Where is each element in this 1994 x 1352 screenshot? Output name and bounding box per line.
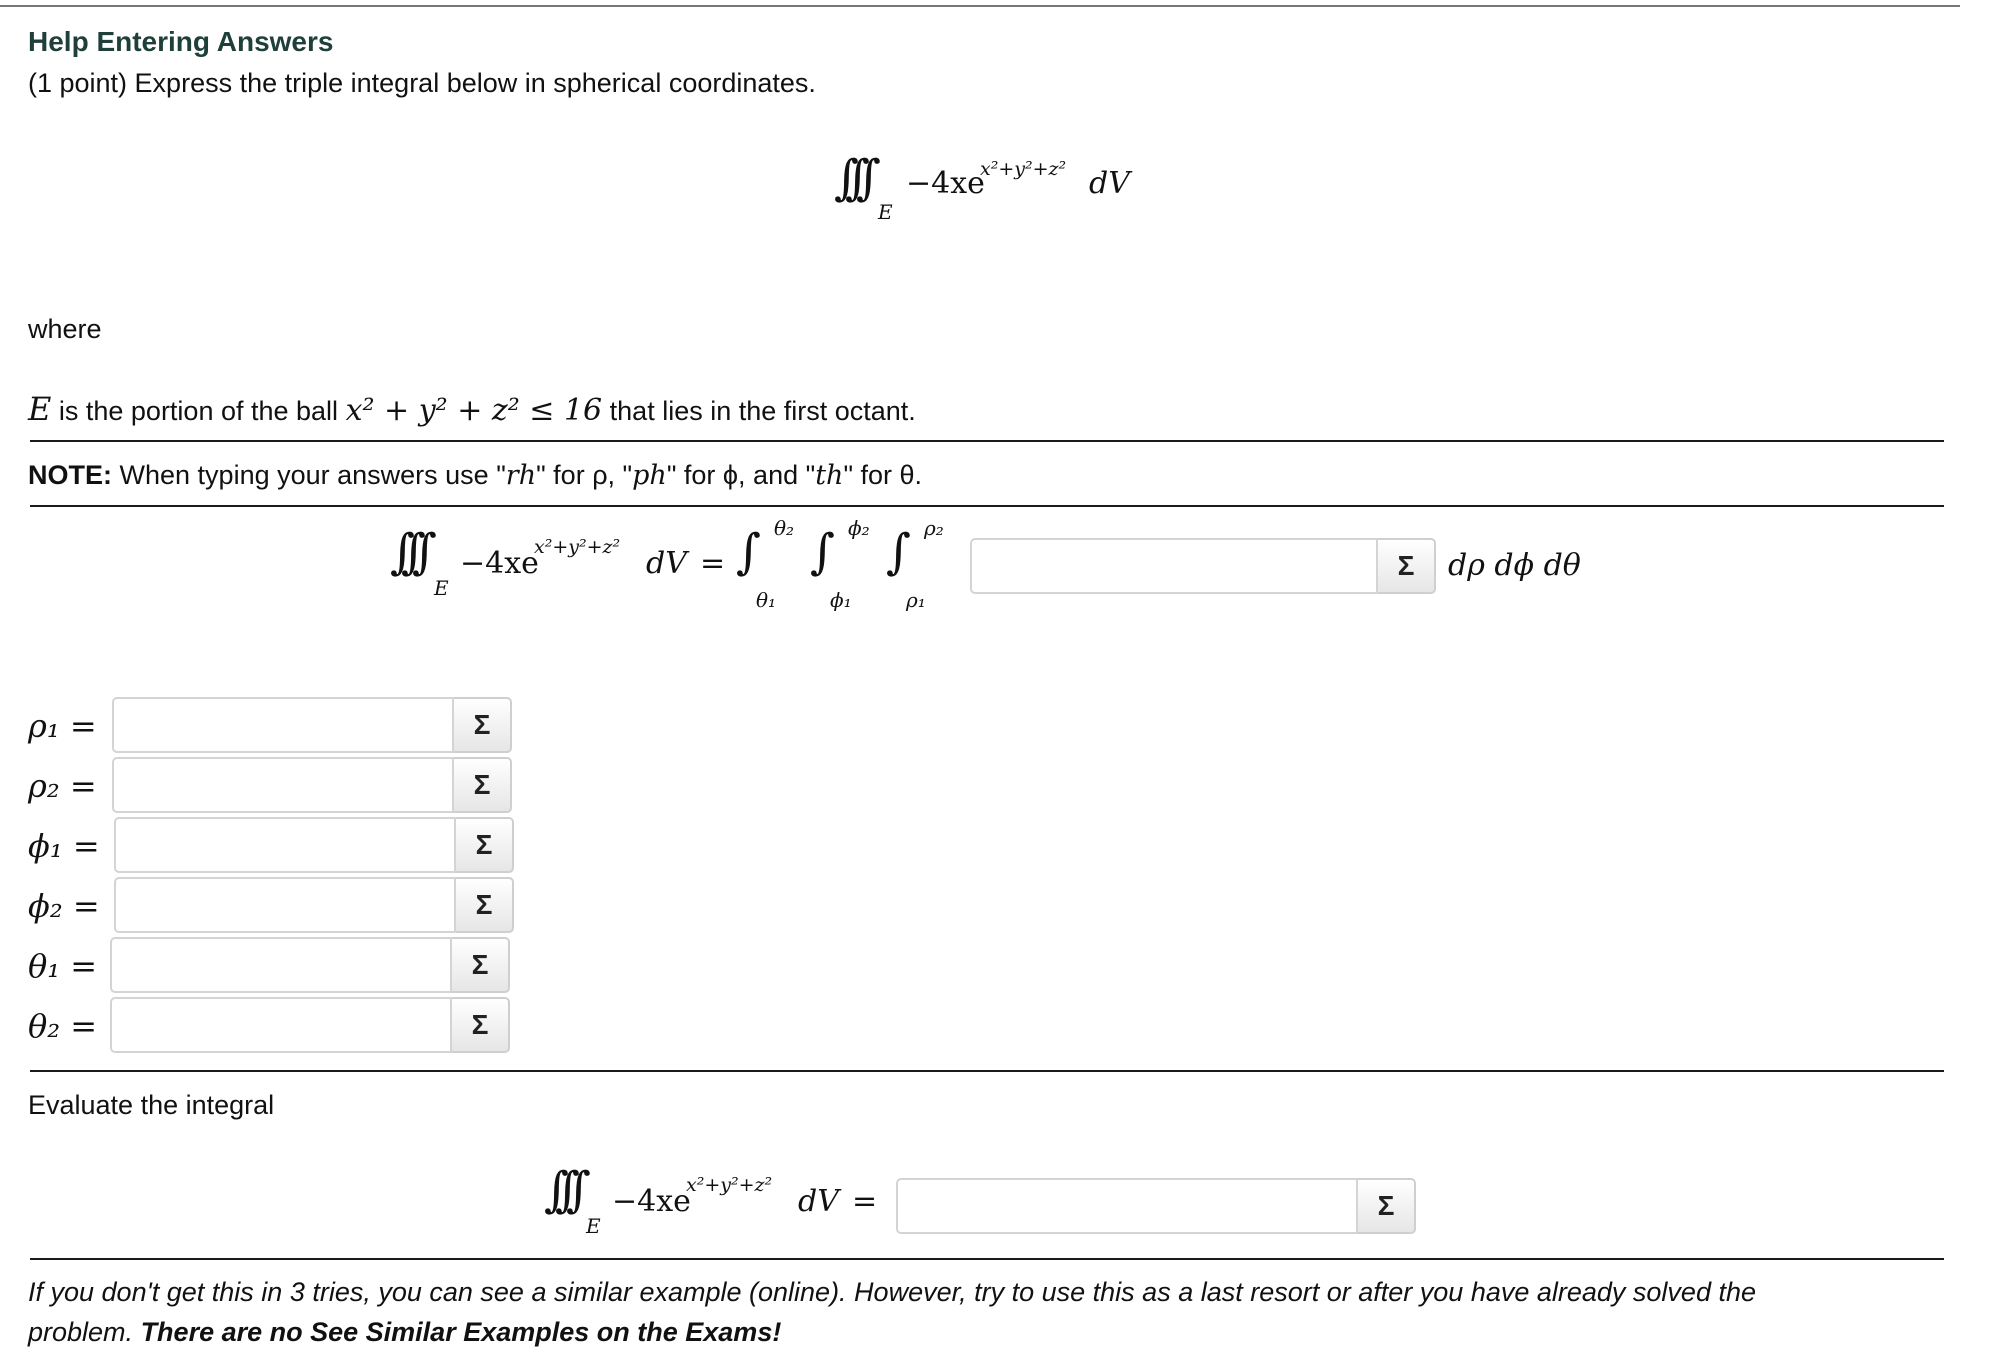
triple-integral-sign: ∫∫∫ <box>544 1162 578 1218</box>
differentials: dρ dϕ dθ <box>1448 548 1581 583</box>
note-label: NOTE: <box>28 460 112 490</box>
note-text-2: " for ρ, " <box>536 460 633 490</box>
help-entering-answers-link[interactable]: Help Entering Answers <box>28 26 334 57</box>
sigma-icon: Σ <box>475 889 493 920</box>
triple-integral-sign: ∫∫∫ <box>834 150 868 206</box>
sigma-icon: Σ <box>475 829 493 860</box>
phi1-input[interactable] <box>114 817 456 873</box>
rho1-label: ρ₁ = <box>28 707 97 745</box>
integrand-input[interactable] <box>970 538 1378 594</box>
equals-sign: = <box>852 1184 878 1219</box>
rho2-label: ρ₂ = <box>28 767 97 805</box>
region-statement <box>28 392 916 428</box>
region-text: is the portion of the ball <box>58 396 339 426</box>
integrand-coefficient: −4xe <box>906 166 985 201</box>
rho-lower-limit: ρ₁ <box>906 588 926 612</box>
problem-statement: (1 point) Express the triple integral below in spherical coordinates. <box>28 68 816 98</box>
phi-upper-limit: ϕ₂ <box>848 516 870 540</box>
integrand-exponent: x²+y²+z² <box>534 536 621 558</box>
rho-integral-sign: ∫ <box>886 524 912 580</box>
note-text-1: When typing your answers use " <box>119 460 506 490</box>
phi-lower-limit: ϕ₁ <box>830 588 852 612</box>
divider-4 <box>30 1258 1944 1260</box>
sigma-icon: Σ <box>1397 550 1415 581</box>
evaluate-integral <box>544 1160 904 1250</box>
sigma-icon: Σ <box>473 709 491 740</box>
footer-line-2-start: problem. <box>28 1317 134 1347</box>
integrand-dv: dV <box>1089 166 1130 201</box>
region-tail: that lies in the first octant. <box>609 396 916 426</box>
note-text-4: " for θ. <box>843 460 923 490</box>
integrand-dv: dV <box>646 546 687 581</box>
phi2-equation-editor-button[interactable] <box>456 877 514 933</box>
evaluate-heading: Evaluate the integral <box>28 1090 275 1120</box>
integral-region-label: E <box>878 200 893 224</box>
evaluate-equation-editor-button[interactable] <box>1358 1178 1416 1234</box>
note-th: th <box>815 460 844 491</box>
note-ph: ph <box>632 460 667 491</box>
sigma-icon: Σ <box>473 769 491 800</box>
integrand-coefficient: −4xe <box>460 546 539 581</box>
display-integral <box>834 148 1154 228</box>
rho2-equation-editor-button[interactable] <box>454 757 512 813</box>
integral-region-label: E <box>586 1214 601 1238</box>
integrand-dv: dV <box>798 1184 839 1219</box>
footer-line-2 <box>28 1312 781 1352</box>
theta2-label: θ₂ = <box>28 1007 98 1045</box>
integral-region-label: E <box>434 576 449 600</box>
sigma-icon: Σ <box>1377 1190 1395 1221</box>
footer-warning: There are no See Similar Examples on the Exams! <box>140 1317 782 1347</box>
top-divider <box>0 5 1960 7</box>
theta-upper-limit: θ₂ <box>774 516 795 540</box>
phi2-input[interactable] <box>114 877 456 933</box>
note-rh: rh <box>505 460 537 491</box>
theta2-equation-editor-button[interactable] <box>452 997 510 1053</box>
sigma-icon: Σ <box>471 949 489 980</box>
triple-integral-sign: ∫∫∫ <box>390 524 424 580</box>
theta1-equation-editor-button[interactable] <box>452 937 510 993</box>
footer-line-1: If you don't get this in 3 tries, you can see a similar example (online). However, try to use this as a last resort or after you have already solved the <box>28 1277 1756 1307</box>
region-variable: E <box>28 390 52 428</box>
phi-integral-sign: ∫ <box>810 524 836 580</box>
integrand-coefficient: −4xe <box>612 1184 691 1219</box>
rho-upper-limit: ρ₂ <box>924 516 944 540</box>
divider-2 <box>30 505 1944 507</box>
equation-editor-button[interactable] <box>1378 538 1436 594</box>
phi2-label: ϕ₂ = <box>28 887 100 925</box>
integrand-exponent: x²+y²+z² <box>980 158 1067 180</box>
note-text-3: " for ϕ, and " <box>666 460 816 490</box>
phi1-equation-editor-button[interactable] <box>456 817 514 873</box>
integrand-exponent: x²+y²+z² <box>686 1174 773 1196</box>
rho1-equation-editor-button[interactable] <box>454 697 512 753</box>
divider-1 <box>30 440 1944 442</box>
theta2-input[interactable] <box>110 997 452 1053</box>
theta-integral-sign: ∫ <box>736 524 762 580</box>
equals-sign: = <box>700 546 726 581</box>
note <box>28 458 922 493</box>
rho1-input[interactable] <box>112 697 454 753</box>
phi1-label: ϕ₁ = <box>28 827 100 865</box>
where-text: where <box>28 314 102 344</box>
theta-lower-limit: θ₁ <box>756 588 777 612</box>
divider-3 <box>30 1070 1944 1072</box>
iterated-integrals <box>736 516 976 616</box>
theta1-input[interactable] <box>110 937 452 993</box>
sigma-icon: Σ <box>471 1009 489 1040</box>
evaluate-answer-input[interactable] <box>896 1178 1358 1234</box>
theta1-label: θ₁ = <box>28 947 98 985</box>
region-inequality: x² + y² + z² ≤ 16 <box>345 393 603 428</box>
rho2-input[interactable] <box>112 757 454 813</box>
